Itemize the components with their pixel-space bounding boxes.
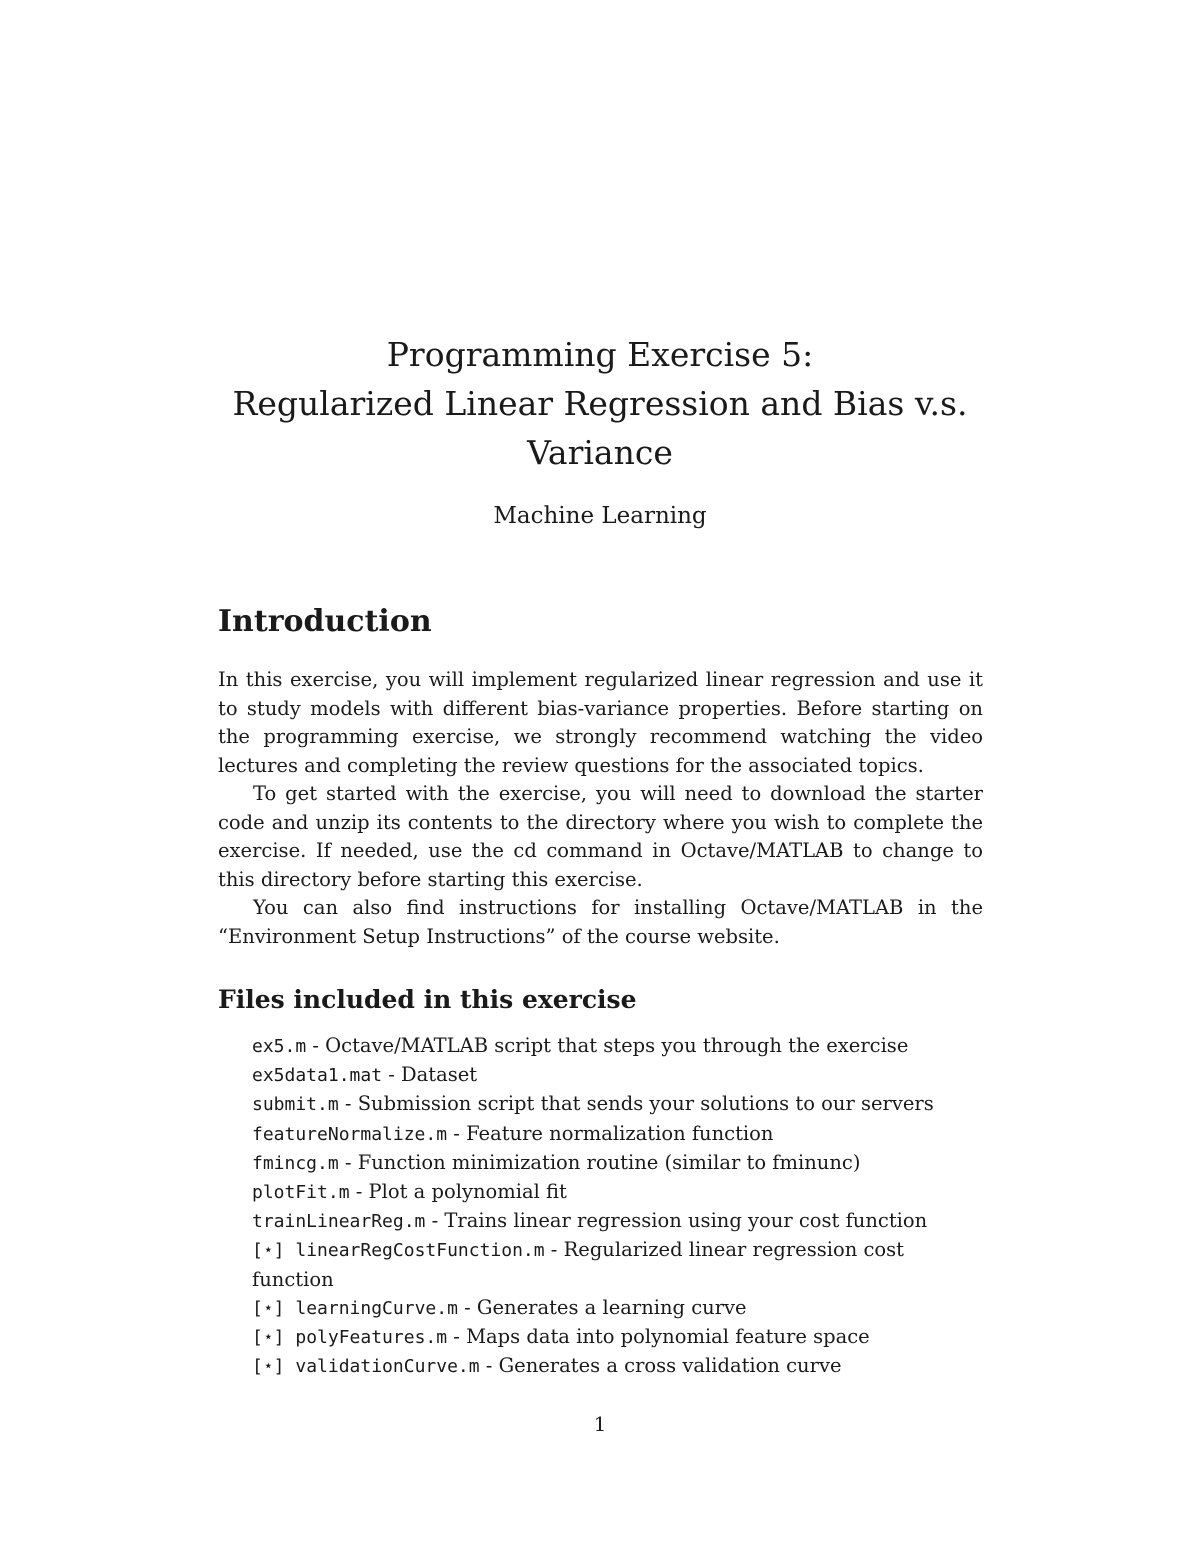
file-description: - Trains linear regression using your cost function bbox=[425, 1209, 928, 1233]
list-item bbox=[252, 1352, 982, 1381]
list-item bbox=[252, 1207, 982, 1236]
list-item bbox=[252, 1032, 982, 1061]
file-description: - Generates a cross validation curve bbox=[479, 1354, 842, 1378]
required-marker: [⋆] bbox=[252, 1327, 296, 1349]
title-line-2: Regularized Linear Regression and Bias v.s. bbox=[232, 384, 968, 423]
file-name: plotFit.m bbox=[252, 1182, 350, 1204]
list-item bbox=[252, 1061, 982, 1090]
required-marker: [⋆] bbox=[252, 1240, 296, 1262]
list-item bbox=[252, 1120, 982, 1149]
files-heading: Files included in this exercise bbox=[218, 985, 637, 1014]
file-description: - Regularized linear regression cost function bbox=[252, 1238, 904, 1291]
required-marker: [⋆] bbox=[252, 1356, 296, 1378]
subtitle: Machine Learning bbox=[493, 503, 707, 529]
file-description: - Feature normalization function bbox=[447, 1121, 774, 1145]
list-item bbox=[252, 1294, 982, 1323]
file-name: trainLinearReg.m bbox=[252, 1211, 426, 1233]
title-block bbox=[0, 330, 1200, 529]
list-item bbox=[252, 1323, 982, 1352]
intro-paragraph-1: In this exercise, you will implement regularized linear regression and use it to study models with different bias-variance properties. Before starting on the programming exercise, we strongly recommend watching the video lectures and completing the review questions for the associated topics. bbox=[218, 668, 983, 777]
list-item bbox=[252, 1090, 982, 1119]
file-name: fmincg.m bbox=[252, 1152, 339, 1174]
file-description: - Octave/MATLAB script that steps you through the exercise bbox=[306, 1034, 909, 1057]
file-description: - Submission script that sends your solutions to our servers bbox=[338, 1092, 934, 1116]
intro-paragraph-3: You can also find instructions for installing Octave/MATLAB in the “Environment Setup Instructions” of the course website. bbox=[218, 896, 983, 948]
file-list bbox=[252, 1032, 982, 1381]
file-description: - Maps data into polynomial feature space bbox=[447, 1325, 870, 1349]
file-description: - Plot a polynomial fit bbox=[349, 1180, 567, 1204]
file-name: polyFeatures.m bbox=[295, 1327, 448, 1349]
file-name: submit.m bbox=[252, 1094, 339, 1116]
introduction-text bbox=[218, 666, 983, 951]
file-name: validationCurve.m bbox=[295, 1356, 480, 1378]
file-description: - Function minimization routine (similar to fminunc) bbox=[338, 1150, 861, 1174]
file-description: - Generates a learning curve bbox=[457, 1295, 747, 1319]
file-name: ex5data1.mat bbox=[252, 1065, 383, 1087]
introduction-heading: Introduction bbox=[218, 604, 432, 639]
list-item bbox=[252, 1178, 982, 1207]
page-number: 1 bbox=[593, 1412, 607, 1436]
list-item bbox=[252, 1149, 982, 1178]
title-line-1: Programming Exercise 5: bbox=[386, 335, 814, 374]
title-line-3: Variance bbox=[527, 433, 673, 472]
file-name: learningCurve.m bbox=[295, 1297, 458, 1319]
file-name: featureNormalize.m bbox=[252, 1123, 448, 1145]
required-marker: [⋆] bbox=[252, 1297, 296, 1319]
intro-paragraph-2: To get started with the exercise, you will need to download the starter code and unzip its contents to the directory where you wish to complete the exercise. If needed, use the cd command in Octave/MATLAB to change to this directory before starting this exercise. bbox=[218, 782, 983, 891]
file-description: - Dataset bbox=[382, 1063, 478, 1087]
file-name: ex5.m bbox=[252, 1036, 307, 1057]
list-item bbox=[252, 1236, 982, 1293]
file-name: linearRegCostFunction.m bbox=[295, 1240, 545, 1262]
